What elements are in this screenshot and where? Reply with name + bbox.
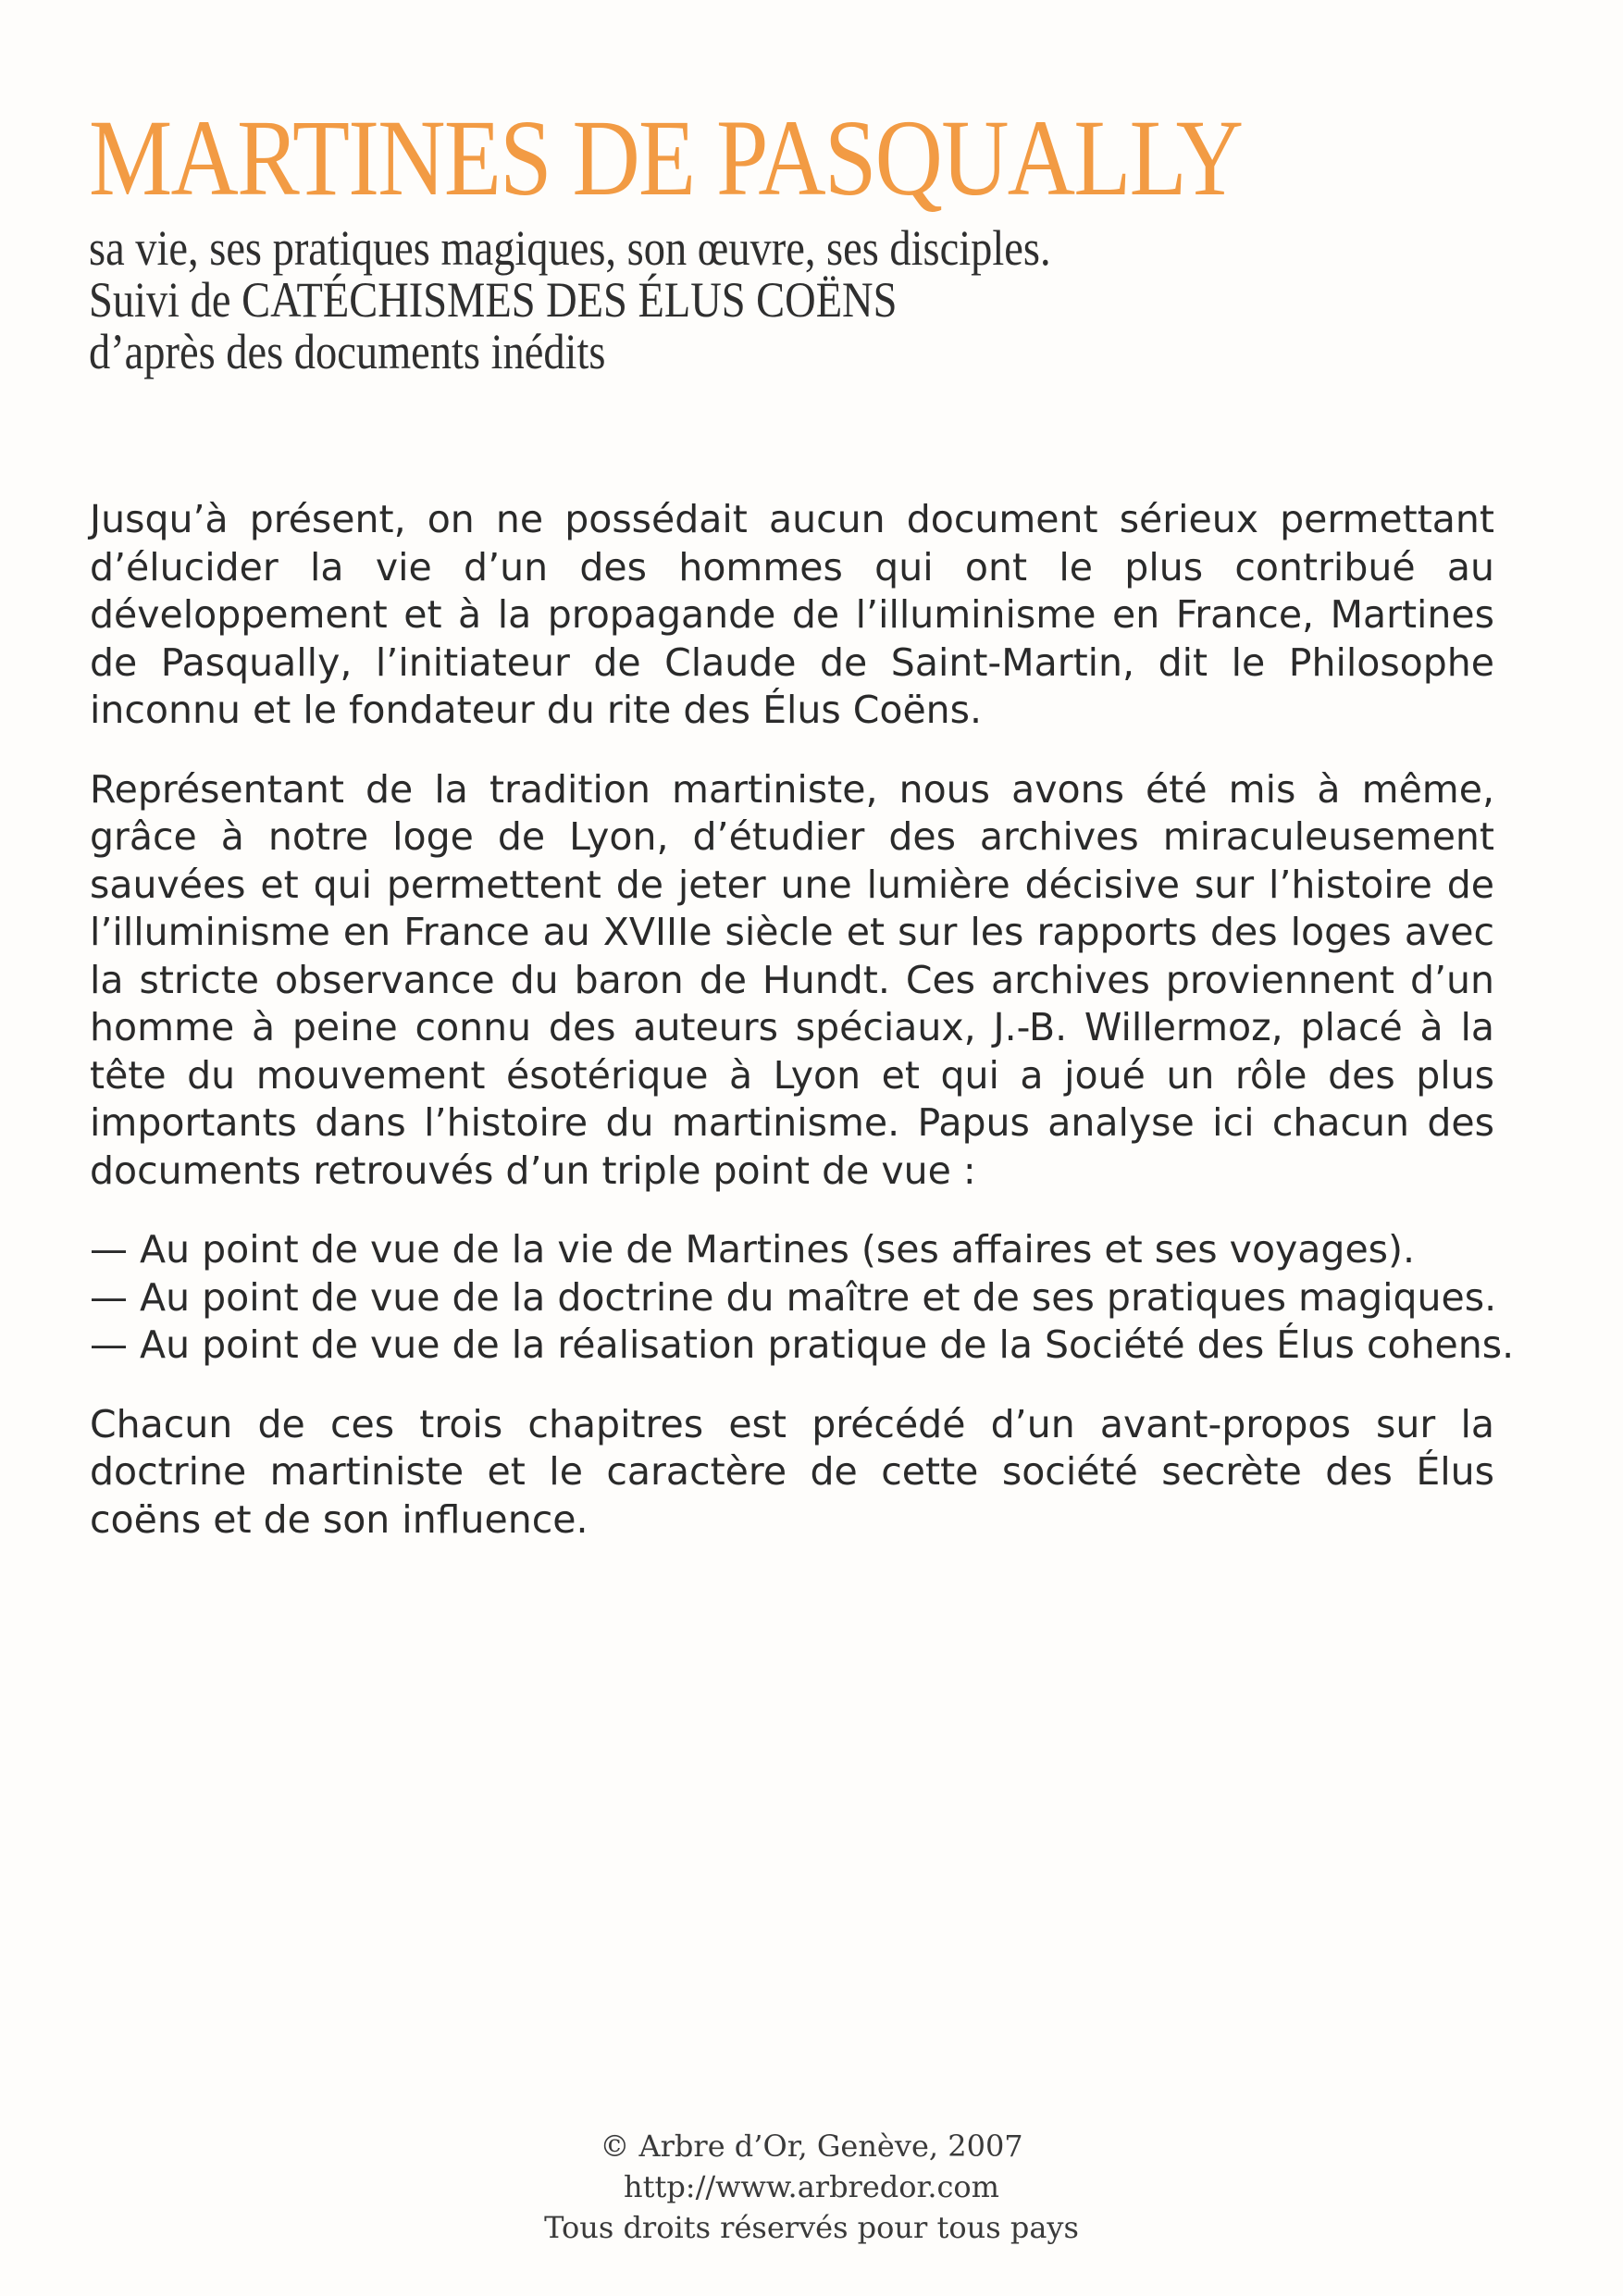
- description-paragraph: Chacun de ces trois chapitres est précédé d’un avant-propos sur la doctrine martiniste et le caractère de cette société secrète des Élus coëns et de son influence.: [90, 1401, 1494, 1542]
- publisher-url: http://www.arbredor.com: [623, 2169, 1000, 2204]
- subtitle-line: Suivi de CATÉCHISMES DES ÉLUS COËNS: [89, 272, 898, 328]
- subtitle-line: sa vie, ses pratiques magiques, son œuvre, ses disciples.: [89, 220, 1051, 276]
- rights-notice: Tous droits réservés pour tous pays: [544, 2210, 1079, 2245]
- publisher-footer: [0, 2126, 1623, 2248]
- viewpoint-list: [90, 1226, 1515, 1370]
- book-subtitle: [89, 222, 1051, 378]
- list-item: — Au point de vue de la réalisation pratique de la Société des Élus cohens.: [90, 1322, 1515, 1367]
- list-item: — Au point de vue de la doctrine du maître et de ses pratiques magiques.: [90, 1274, 1497, 1320]
- description-paragraph: Représentant de la tradition martiniste, nous avons été mis à même, grâce à notre loge de Lyon, d’étudier des archives miraculeusement sauvées et qui permettent de jeter une lumière décisive sur l’histoire de l’illuminisme en France au XVIIIe siècle et sur les rapports des loges avec la stricte observance du baron de Hundt. Ces archives proviennent d’un homme à peine connu des auteurs spéciaux, J.-B. Willermoz, placé à la tête du mouvement ésotérique à Lyon et qui a joué un rôle des plus importants dans l’histoire du martinisme. Papus analyse ici chacun des documents retrouvés d’un triple point de vue :: [90, 766, 1494, 1193]
- description-body: [90, 496, 1515, 1575]
- list-item: — Au point de vue de la vie de Martines (ses affaires et ses voyages).: [90, 1227, 1416, 1272]
- subtitle-line: d’après des documents inédits: [89, 324, 606, 379]
- description-paragraph: Jusqu’à présent, on ne possédait aucun document sérieux permettant d’élucider la vie d’un des hommes qui ont le plus contribué au développement et à la propagande de l’illuminisme en France, Martines de Pasqually, l’initiateur de Claude de Saint-Martin, dit le Philosophe inconnu et le fondateur du rite des Élus Coëns.: [90, 497, 1494, 732]
- book-title: MARTINES DE PASQUALLY: [89, 97, 1243, 218]
- copyright-notice: © Arbre d’Or, Genève, 2007: [600, 2128, 1023, 2164]
